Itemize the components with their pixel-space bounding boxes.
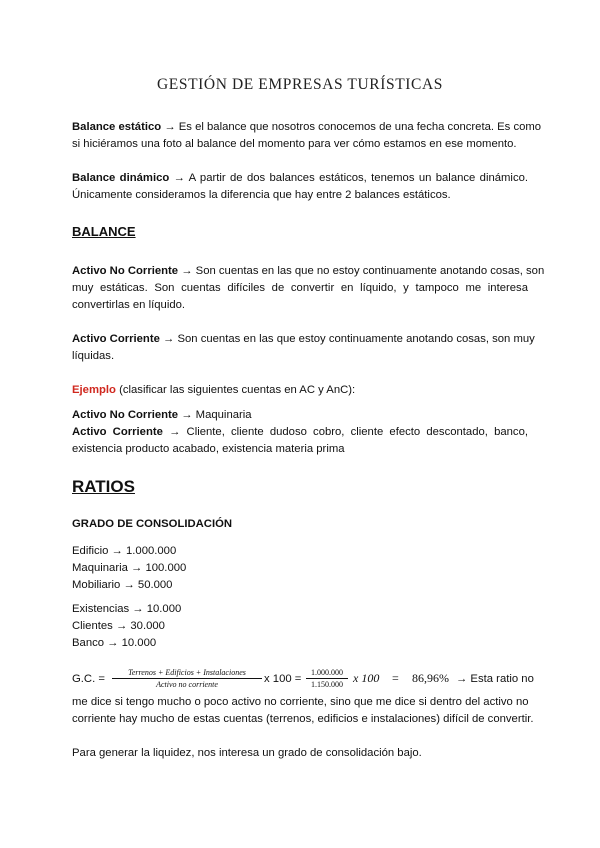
ejemplo-text: (clasificar las siguientes cuentas en AC y AnC): [119, 384, 356, 396]
list-item: Mobiliario → 50.000 [72, 579, 173, 591]
ejemplo-paragraph [72, 382, 528, 399]
arrow: → [173, 172, 185, 184]
balance-estatico-line1: Es el balance que nosotros conocemos de una fecha concreta. Es como [178, 121, 542, 133]
ejemplo-label: Ejemplo [72, 384, 116, 396]
activo-no-corriente-line2: muy estáticas. Son cuentas difíciles de convertir en líquido, y tampoco me interesa [72, 282, 528, 294]
conclusion-paragraph [72, 745, 528, 762]
formula-numerator: Terrenos + Edificios + Instalaciones [112, 668, 262, 679]
formula-fraction [112, 668, 262, 689]
arrow: → [163, 333, 175, 345]
formula-result: 86,96% [412, 671, 449, 685]
ejemplo-answers [72, 407, 528, 458]
balance-estatico-line2: si hiciéramos una foto al balance del momento para ver cómo estamos en ese momento. [72, 138, 517, 150]
balance-dinamico-paragraph [72, 170, 528, 204]
balance-dinamico-line2: Únicamente consideramos la diferencia que hay entre 2 balances estáticos. [72, 189, 451, 201]
list-item: Banco → 10.000 [72, 637, 157, 649]
activo-corriente-term: Activo Corriente [72, 333, 160, 345]
balance-dinamico-term: Balance dinámico [72, 172, 170, 184]
ratios-heading: RATIOS [72, 477, 135, 496]
list-item: Maquinaria → 100.000 [72, 562, 187, 574]
activo-corriente-line1: Son cuentas en las que estoy continuamente anotando cosas, son muy [177, 333, 535, 345]
activo-no-corriente-paragraph [72, 263, 545, 314]
formula-equals: = [392, 671, 399, 685]
activo-no-corriente-line1: Son cuentas en las que no estoy continuamente anotando cosas, son [195, 265, 545, 277]
activo-corriente-line2: líquidas. [72, 350, 115, 362]
formula-times2: x 100 [353, 671, 380, 685]
formula-tail: → Esta ratio no [456, 673, 534, 685]
explanation-paragraph [72, 694, 534, 728]
list-item: Existencias → 10.000 [72, 603, 182, 615]
conclusion-text: Para generar la liquidez, nos interesa un grado de consolidación bajo. [72, 747, 422, 759]
arrow: → [181, 265, 193, 277]
arrow: → [164, 121, 176, 133]
formula-den-value: 1.150.000 [311, 680, 343, 689]
list-item: Edificio → 1.000.000 [72, 545, 177, 557]
ejemplo-ac-line1: → Cliente, cliente dudoso cobro, cliente efecto descontado, banco, [169, 426, 528, 438]
explanation-line1: me dice si tengo mucho o poco activo no corriente, sino que me dice si dentro del activo no [72, 696, 529, 708]
formula-num-value: 1.000.000 [306, 668, 348, 679]
grado-consolidacion-heading: GRADO DE CONSOLIDACIÓN [72, 518, 233, 530]
page-title: GESTIÓN DE EMPRESAS TURÍSTICAS [157, 76, 443, 93]
formula-denominator: Activo no corriente [156, 680, 218, 689]
activo-no-corriente-term: Activo No Corriente [72, 265, 179, 277]
explanation-line2: corriente hay mucho de estas cuentas (terrenos, edificios e instalaciones) difícil de convertir. [72, 713, 534, 725]
activo-no-corriente-line3: convertirlas en líquido. [72, 299, 186, 311]
ejemplo-ac-term: Activo Corriente [72, 426, 163, 438]
balance-estatico-term: Balance estático [72, 121, 162, 133]
balance-heading: BALANCE [72, 224, 136, 239]
ejemplo-ac-line2: existencia producto acabado, existencia materia prima [72, 443, 345, 455]
ejemplo-anc-value: → Maquinaria [181, 409, 252, 421]
corriente-list [72, 601, 372, 652]
balance-estatico-paragraph [72, 119, 542, 153]
ejemplo-anc-term: Activo No Corriente [72, 409, 179, 421]
formula-value-fraction [306, 668, 348, 689]
no-corriente-list [72, 543, 372, 594]
activo-corriente-paragraph [72, 331, 535, 365]
formula-lhs: G.C. = [72, 673, 105, 685]
list-item: Clientes → 30.000 [72, 620, 165, 632]
gc-formula [72, 668, 532, 692]
balance-dinamico-line1: A partir de dos balances estáticos, tenemos un balance dinámico. [188, 172, 529, 184]
formula-times: x 100 = [264, 673, 302, 685]
